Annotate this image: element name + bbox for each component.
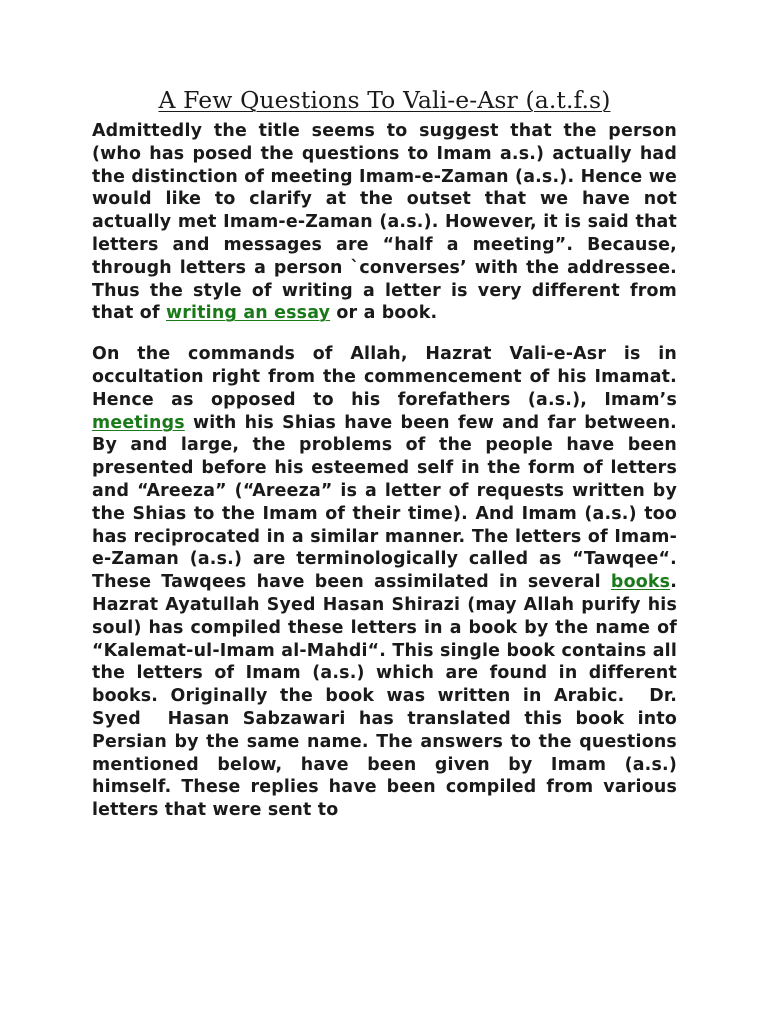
writing-an-essay-link[interactable]: writing an essay [165,303,331,324]
document-title: A Few Questions To Vali-e-Asr (a.t.f.s) [158,86,611,114]
document-page [92,84,677,822]
paragraph-occultation [92,343,677,822]
paragraph-intro-text: Admittedly the title seems to suggest that the person (who has posed the questions to Imam a.s.) actually had the distinction of meeting Imam-e-Zaman (a.s.). Hence we would like to clarify at the outset that we have not actually met Imam-e-Zaman (a.s.). However, it is said that letters and messages are “half a meeting”. Because, through letters a person `converses’ with the addressee. Thus the style of writing a letter is very different from that of [92,121,677,324]
paragraph-occultation-text-2: with his Shias have been few and far between. By and large, the problems of the people have been presented before his esteemed self in the form of letters and “Areeza” (“Areeza” is a letter of requests written by the Shias to the Imam of their time). And Imam (a.s.) too has reciprocated in a similar manner. The letters of Imam-e-Zaman (a.s.) are terminologically called as “Tawqee“. These Tawqees have been assimilated in several [92,412,677,593]
paragraph-intro-tail: or a book. [330,303,438,324]
paragraph-occultation-text-3: . Hazrat Ayatullah Syed Hasan Shirazi (may Allah purify his soul) has compiled these letters in a book by the name of “Kalemat-ul-Imam al-Mahdi“. This single book contains all the letters of Imam (a.s.) which are found in different books. Originally the book was written in Arabic. Dr. Syed Hasan Sabzawari has translated this book into Persian by the same name. The answers to the questions mentioned below, have been given by Imam (a.s.) himself. These replies have been compiled from various letters that were sent to [92,572,677,821]
meetings-link[interactable]: meetings [92,412,185,433]
books-link[interactable]: books [610,572,671,593]
paragraph-intro [92,120,677,325]
paragraph-occultation-text-1: On the commands of Allah, Hazrat Vali-e-Asr is in occultation right from the commencement of his Imamat. Hence as opposed to his forefathers (a.s.), Imam’s [92,344,677,410]
